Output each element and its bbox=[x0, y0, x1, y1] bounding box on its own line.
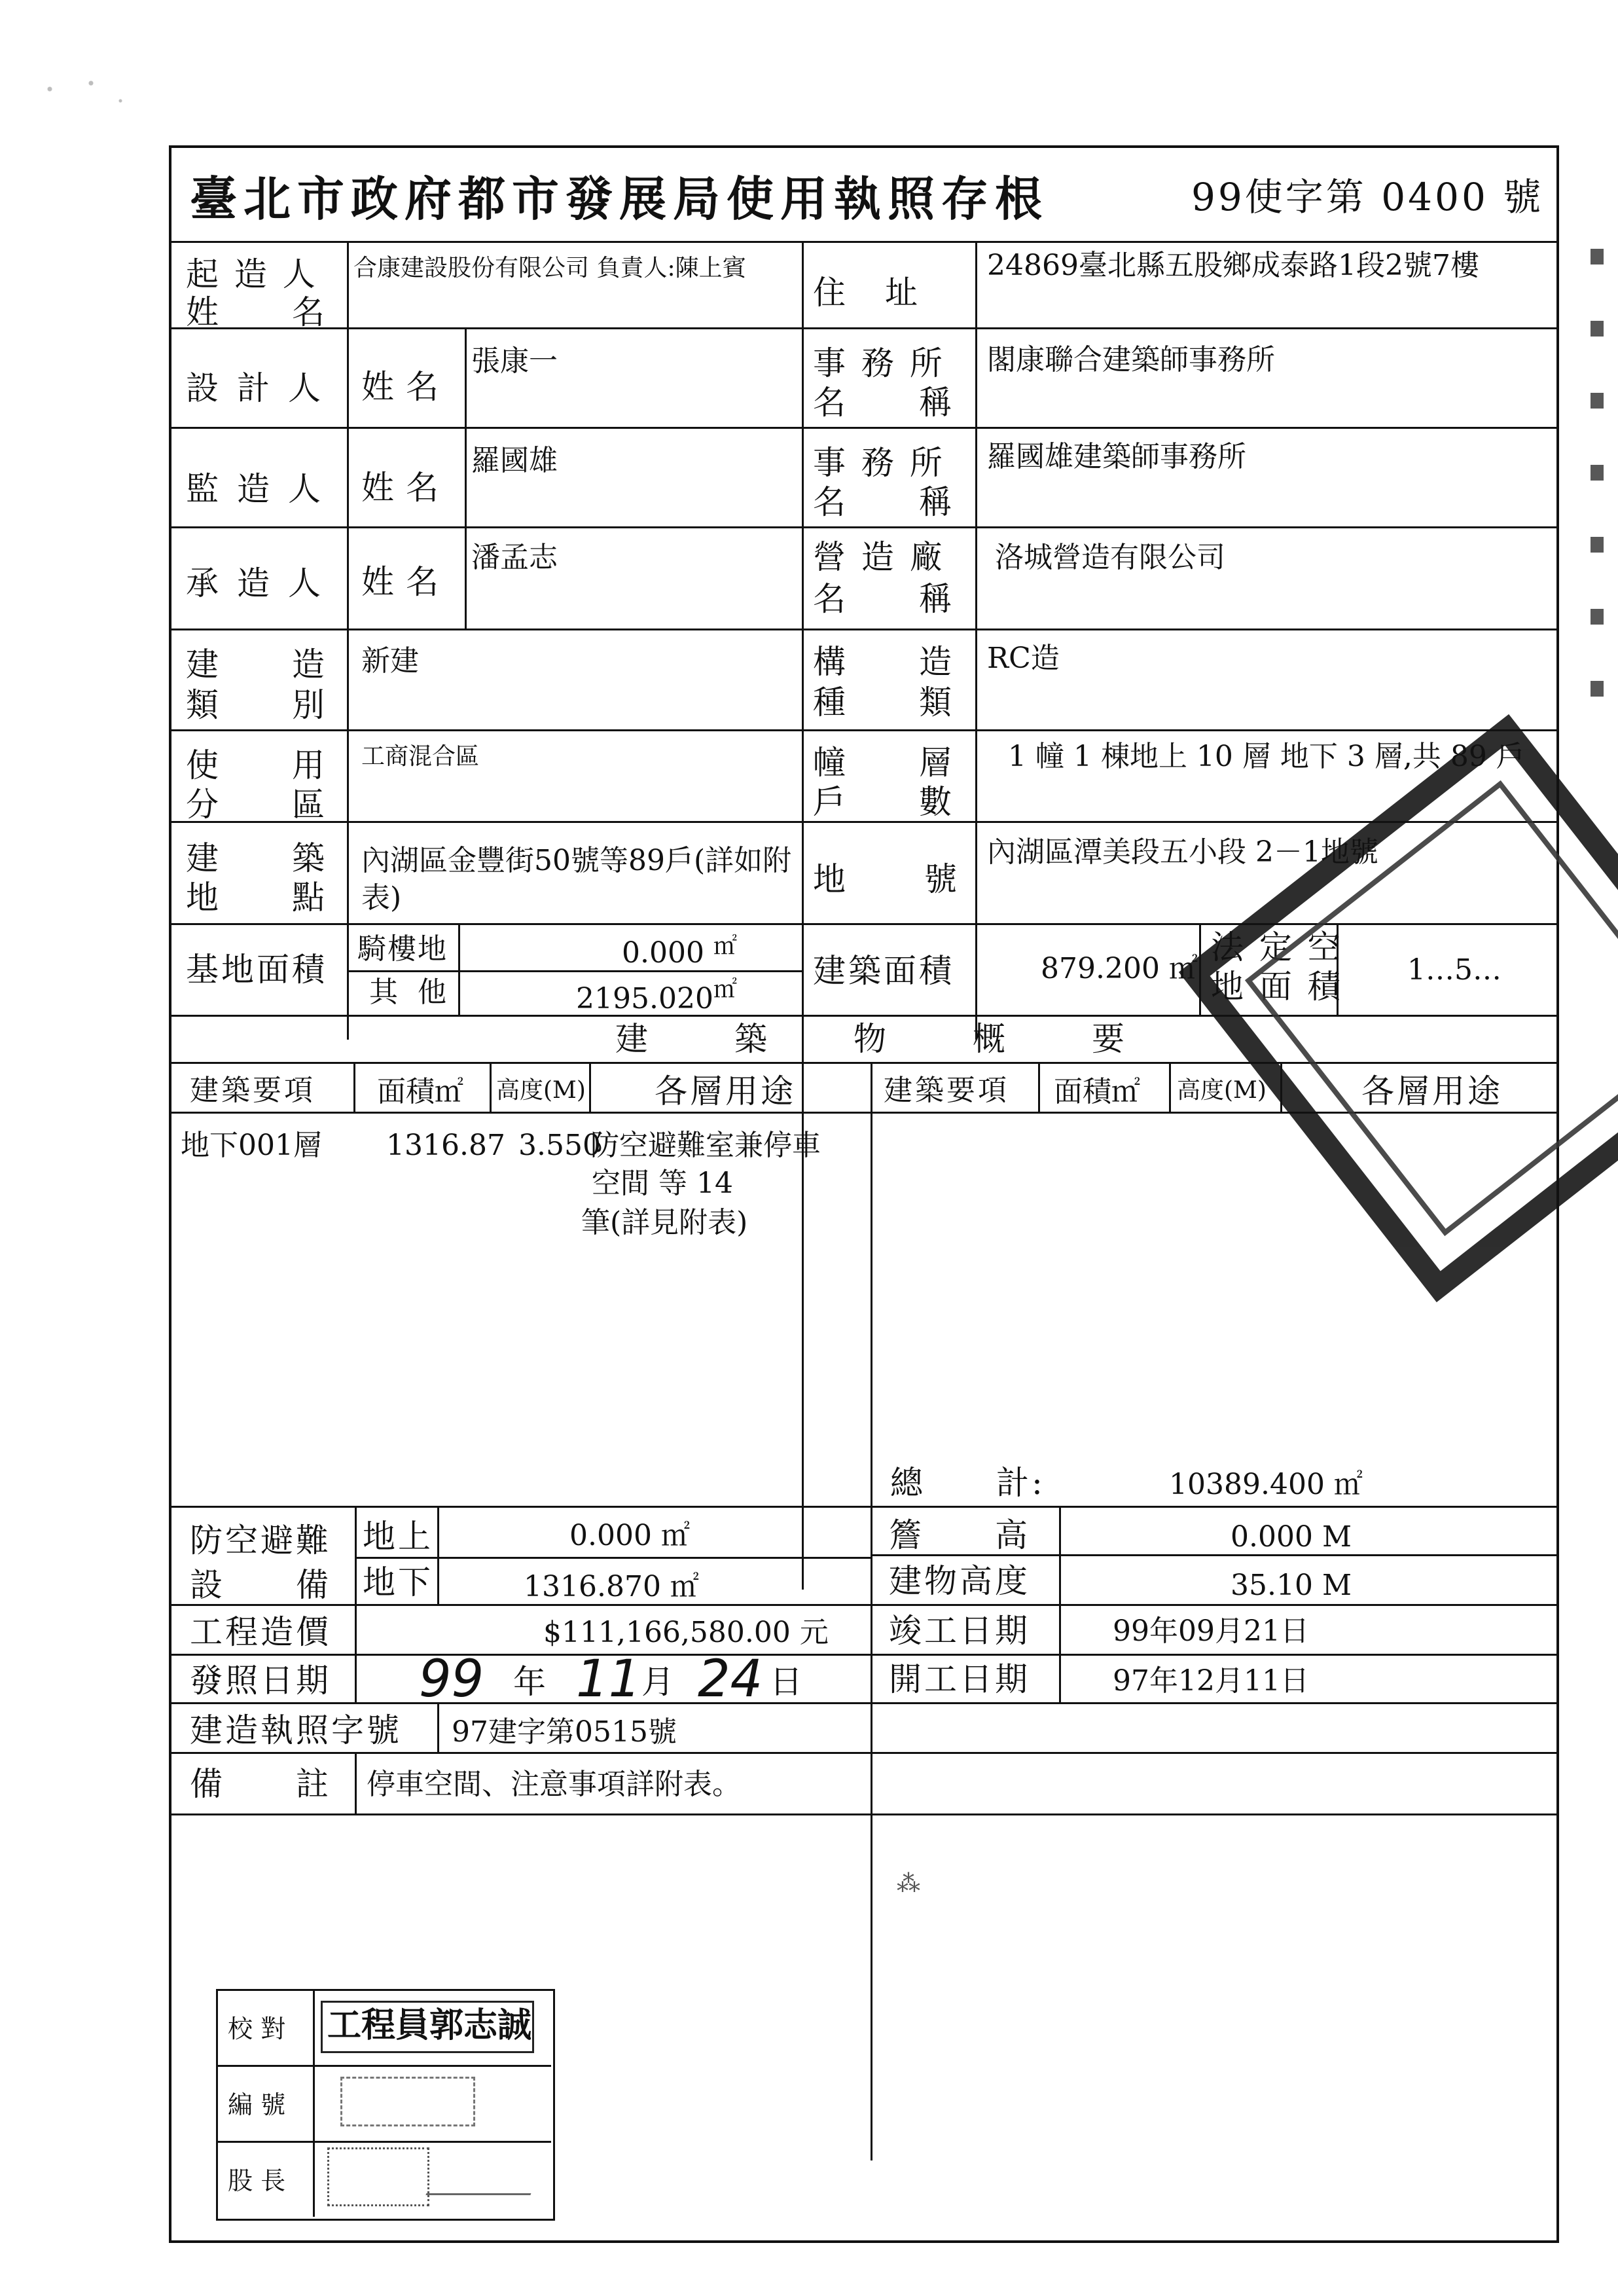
location-label: 建 築 bbox=[186, 839, 327, 877]
supervisor-office-label-2: 名 稱 bbox=[813, 483, 954, 521]
col-use-right: 各層用途 bbox=[1361, 1072, 1503, 1110]
eave-label: 簷 高 bbox=[889, 1516, 1030, 1554]
zoning-label: 使 用 bbox=[186, 746, 327, 784]
page-title: 臺北市政府都市發展局使用執照存根 bbox=[190, 171, 1049, 227]
license-number: 99使字第 0400 號 bbox=[1191, 175, 1544, 219]
number-stamp bbox=[340, 2077, 475, 2126]
shelter-label-2: 設 備 bbox=[190, 1566, 331, 1604]
supervisor-name-label: 姓名 bbox=[361, 469, 450, 507]
issue-month: 11 bbox=[576, 1650, 641, 1709]
col-area-left: 面積㎡ bbox=[377, 1075, 463, 1108]
location-value: 內湖區金豐街50號等89戶(詳如附表) bbox=[361, 844, 792, 915]
floor-name: 地下001層 bbox=[181, 1129, 322, 1162]
floor-use-2: 空間 等 14 bbox=[592, 1167, 733, 1200]
construction-type-label-2: 類 別 bbox=[186, 686, 327, 724]
location-label-2: 地 點 bbox=[186, 879, 327, 917]
openspace-label-2: 地 面 積 bbox=[1211, 968, 1343, 1006]
total-label: 總 計: bbox=[890, 1464, 1045, 1502]
applicant-label-2: 姓 名 bbox=[186, 293, 327, 331]
lot-label: 地號 bbox=[813, 860, 1035, 898]
col-use-left: 各層用途 bbox=[655, 1072, 796, 1110]
eave-value: 0.000 M bbox=[1231, 1520, 1352, 1554]
other-unit: ㎡ bbox=[713, 976, 738, 1003]
issue-year: 99 bbox=[419, 1650, 484, 1709]
other-label: 其他 bbox=[369, 975, 466, 1009]
total-value: 10389.400 ㎡ bbox=[1169, 1468, 1363, 1501]
openspace-label: 法 定 空 bbox=[1211, 928, 1343, 966]
building-area-label: 建築面積 bbox=[813, 952, 954, 990]
address-value: 24869臺北縣五股鄉成泰路1段2號7樓 bbox=[987, 249, 1479, 282]
designer-name: 張康一 bbox=[471, 344, 558, 378]
units-label: 幢 層 bbox=[813, 744, 954, 782]
designer-role: 設計人 bbox=[186, 369, 339, 407]
issue-month-unit: 月 bbox=[641, 1663, 677, 1701]
contractor-role: 承造人 bbox=[186, 564, 339, 602]
check-label: 校 對 bbox=[228, 2014, 286, 2043]
floor-use-3: 筆(詳見附表) bbox=[581, 1206, 748, 1239]
col-height-right: 高度(M) bbox=[1177, 1077, 1267, 1104]
checker-value: 工程員郭志誠 bbox=[327, 2005, 532, 2045]
permit-value: 97建字第0515號 bbox=[452, 1715, 677, 1749]
address-label: 住址 bbox=[813, 274, 957, 312]
shelter-label: 防空避難 bbox=[190, 1522, 331, 1559]
lot-value: 內湖區潭美段五小段 2－1地號 bbox=[987, 835, 1378, 869]
units-label-2: 戶 數 bbox=[813, 783, 954, 821]
arcade-value: 0.000 bbox=[622, 936, 704, 970]
chief-signature bbox=[425, 2160, 543, 2195]
zoning-label-2: 分 區 bbox=[186, 786, 327, 824]
contractor-office-label-2: 名 稱 bbox=[813, 580, 954, 618]
remarks-label: 備 註 bbox=[190, 1765, 331, 1803]
contractor-name-label: 姓名 bbox=[361, 563, 450, 601]
supervisor-office: 羅國雄建築師事務所 bbox=[987, 440, 1246, 473]
supervisor-office-label: 事 務 所 bbox=[813, 444, 945, 482]
designer-office-label: 事 務 所 bbox=[813, 344, 945, 382]
floor-area: 1316.87 bbox=[386, 1129, 505, 1162]
applicant-name: 合康建設股份有限公司 負責人:陳上賓 bbox=[353, 255, 746, 282]
shelter-below-value: 1316.870 ㎡ bbox=[524, 1570, 699, 1603]
openspace-value: 1…5… bbox=[1407, 953, 1501, 987]
arcade-unit: ㎡ bbox=[713, 933, 738, 960]
supervisor-name: 羅國雄 bbox=[471, 444, 558, 477]
col-height-left: 高度(M) bbox=[496, 1077, 586, 1104]
other-value: 2195.020 bbox=[576, 982, 713, 1015]
scan-noise bbox=[26, 65, 144, 124]
construction-type: 新建 bbox=[361, 644, 419, 678]
col-item-right: 建築要項 bbox=[884, 1074, 1009, 1107]
issue-day-unit: 日 bbox=[770, 1663, 805, 1701]
base-area-label: 基地面積 bbox=[186, 951, 327, 989]
arcade-label: 騎樓地 bbox=[357, 932, 448, 966]
margin-marks bbox=[1591, 249, 1604, 707]
shelter-below-label: 地下 bbox=[363, 1563, 433, 1601]
cost-value: $111,166,580.00 元 bbox=[543, 1616, 829, 1649]
shelter-above-value: 0.000 ㎡ bbox=[569, 1519, 690, 1552]
start-value: 97年12月11日 bbox=[1113, 1664, 1309, 1698]
zoning-value: 工商混合區 bbox=[361, 743, 480, 770]
shelter-above-label: 地上 bbox=[363, 1518, 433, 1556]
supervisor-role: 監造人 bbox=[186, 470, 339, 508]
height-label: 建物高度 bbox=[889, 1562, 1030, 1600]
structure-value: RC造 bbox=[987, 642, 1060, 675]
building-area-value: 879.200 ㎡ bbox=[1041, 952, 1198, 985]
floor-height: 3.550 bbox=[518, 1129, 601, 1162]
complete-label: 竣工日期 bbox=[889, 1612, 1030, 1650]
col-item-left: 建築要項 bbox=[190, 1074, 315, 1107]
issue-day: 24 bbox=[698, 1650, 763, 1709]
chief-label: 股 長 bbox=[228, 2166, 286, 2195]
remarks-value: 停車空間、注意事項詳附表。 bbox=[367, 1768, 741, 1801]
units-value: 1 幢 1 棟地上 10 層 地下 3 層,共 89 戶 bbox=[1008, 740, 1525, 773]
scan-mark: ⁂ bbox=[897, 1870, 920, 1897]
floor-use-1: 防空避難室兼停車 bbox=[590, 1129, 821, 1162]
structure-label: 構 造 bbox=[813, 643, 954, 681]
designer-name-label: 姓名 bbox=[361, 368, 450, 406]
chief-stamp bbox=[327, 2147, 429, 2206]
complete-value: 99年09月21日 bbox=[1113, 1614, 1309, 1648]
issue-label: 發照日期 bbox=[190, 1662, 331, 1700]
contractor-name: 潘孟志 bbox=[471, 541, 558, 574]
start-label: 開工日期 bbox=[889, 1660, 1030, 1698]
permit-label: 建造執照字號 bbox=[190, 1711, 402, 1749]
construction-type-label: 建 造 bbox=[186, 646, 327, 683]
designer-office: 閣康聯合建築師事務所 bbox=[987, 343, 1275, 376]
designer-office-label-2: 名 稱 bbox=[813, 384, 954, 422]
issue-year-unit: 年 bbox=[513, 1663, 548, 1701]
contractor-office-label: 營 造 廠 bbox=[813, 538, 945, 576]
summary-title: 建築物概要 bbox=[615, 1020, 1211, 1058]
col-area-right: 面積㎡ bbox=[1054, 1075, 1140, 1108]
contractor-office: 洛城營造有限公司 bbox=[995, 541, 1225, 574]
applicant-label: 起 造 人 bbox=[186, 255, 318, 293]
number-label: 編 號 bbox=[228, 2090, 286, 2119]
cost-label: 工程造價 bbox=[190, 1613, 331, 1651]
height-value: 35.10 M bbox=[1231, 1569, 1352, 1602]
structure-label-2: 種 類 bbox=[813, 683, 954, 721]
